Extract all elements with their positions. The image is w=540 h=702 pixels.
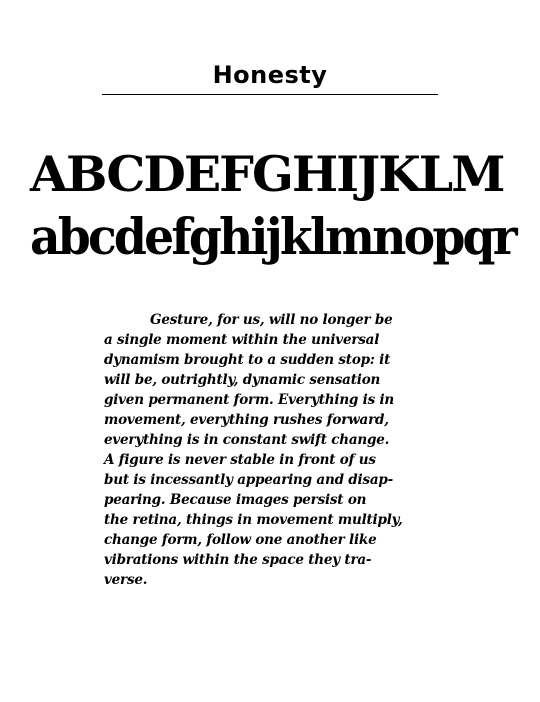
lowercase-alphabet-sample: abcdefghijklmnopqr xyxy=(30,207,515,266)
uppercase-alphabet-sample: ABCDEFGHIJKLM xyxy=(30,145,504,203)
paragraph-line: change form, follow one another like xyxy=(104,532,377,548)
paragraph-line: but is incessantly appearing and disap- xyxy=(104,472,394,488)
paragraph-line: dynamism brought to a sudden stop: it xyxy=(104,352,391,368)
sample-paragraph xyxy=(104,310,434,590)
paragraph-line: Gesture, for us, will no longer be xyxy=(150,312,393,328)
paragraph-line: everything is in constant swift change. xyxy=(104,432,390,448)
paragraph-line: given permanent form. Everything is in xyxy=(104,392,395,408)
paragraph-line: verse. xyxy=(104,572,148,588)
title-underline xyxy=(102,94,438,95)
paragraph-line: movement, everything rushes forward, xyxy=(104,412,389,428)
paragraph-line: a single moment within the universal xyxy=(104,332,380,348)
paragraph-line: the retina, things in movement multiply, xyxy=(104,512,403,528)
font-name-title: Honesty xyxy=(212,61,328,89)
paragraph-line: pearing. Because images persist on xyxy=(104,492,367,508)
paragraph-line: vibrations within the space they tra- xyxy=(104,552,372,568)
paragraph-line: will be, outrightly, dynamic sensation xyxy=(104,372,381,388)
paragraph-line: A figure is never stable in front of us xyxy=(104,452,376,468)
